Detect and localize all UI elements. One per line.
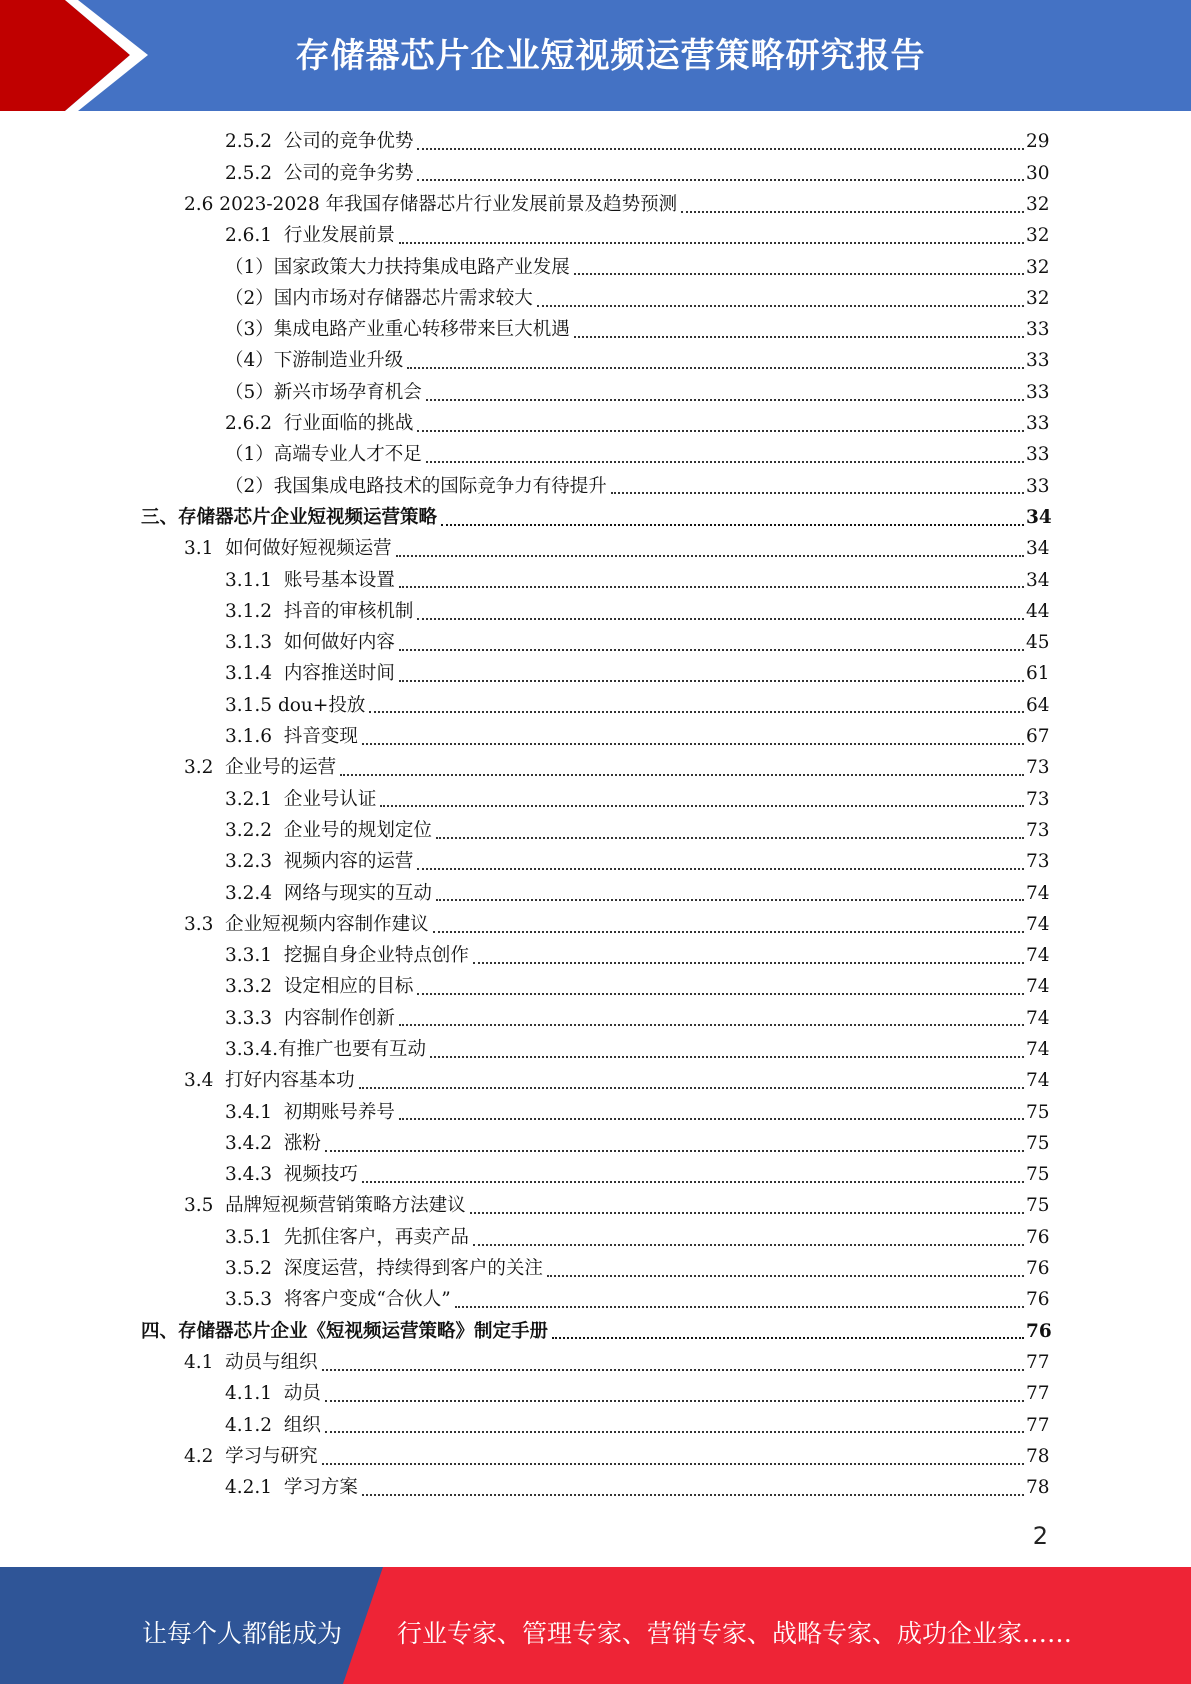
toc-entry[interactable] — [0, 1441, 1191, 1472]
toc-leader-dots — [470, 1211, 1024, 1214]
toc-entry-title: 3.1 如何做好短视频运营 — [184, 538, 392, 560]
toc-entry[interactable] — [0, 190, 1191, 221]
toc-entry-page: 74 — [1026, 1039, 1050, 1060]
toc-entry[interactable] — [0, 847, 1191, 878]
toc-leader-dots — [362, 1180, 1024, 1183]
toc-entry-title: （2）我国集成电路技术的国际竞争力有待提升 — [225, 475, 607, 497]
toc-leader-dots — [547, 1274, 1024, 1277]
toc-entry[interactable] — [0, 1066, 1191, 1097]
toc-entry[interactable] — [0, 127, 1191, 158]
toc-leader-dots — [359, 1086, 1024, 1089]
toc-leader-dots — [396, 554, 1024, 557]
toc-leader-dots — [433, 930, 1024, 933]
toc-entry-page: 33 — [1026, 413, 1050, 435]
toc-entry-title: 四、存储器芯片企业《短视频运营策略》制定手册 — [141, 1320, 549, 1342]
toc-entry-title: 3.4 打好内容基本功 — [184, 1070, 355, 1092]
toc-entry[interactable] — [0, 909, 1191, 940]
toc-leader-dots — [362, 742, 1024, 745]
toc-entry-title: 3.3.1 挖掘自身企业特点创作 — [225, 945, 469, 967]
toc-leader-dots — [380, 804, 1024, 807]
toc-leader-dots — [399, 1117, 1024, 1120]
toc-entry-title: 4.1.1 动员 — [225, 1383, 321, 1405]
toc-leader-dots — [436, 836, 1024, 839]
toc-entry-title: 4.2 学习与研究 — [184, 1445, 318, 1467]
toc-entry-page: 74 — [1026, 882, 1050, 904]
toc-entry-page: 30 — [1026, 162, 1050, 184]
toc-entry-page: 78 — [1026, 1477, 1050, 1499]
toc-entry-page: 64 — [1026, 694, 1050, 716]
toc-entry-title: 2.5.2 公司的竞争优势 — [225, 131, 414, 153]
toc-entry-title: 3.1.4 内容推送时间 — [225, 663, 395, 685]
toc-leader-dots — [399, 585, 1024, 588]
toc-leader-dots — [340, 773, 1024, 776]
toc-entry-title: 3.3 企业短视频内容制作建议 — [184, 913, 429, 935]
toc-entry-title: 3.2.1 企业号认证 — [225, 788, 377, 810]
toc-entry-title: 3.3.3 内容制作创新 — [225, 1007, 395, 1029]
toc-entry-title: （2）国内市场对存储器芯片需求较大 — [225, 287, 533, 309]
toc-leader-dots — [473, 961, 1024, 964]
toc-entry[interactable] — [0, 1348, 1191, 1379]
toc-leader-dots — [552, 1336, 1024, 1339]
toc-leader-dots — [574, 335, 1024, 338]
toc-entry-page: 32 — [1026, 287, 1050, 309]
toc-entry[interactable] — [0, 659, 1191, 690]
toc-entry-page: 77 — [1026, 1383, 1050, 1405]
toc-entry-page: 78 — [1026, 1445, 1050, 1467]
toc-entry-title: 3.2.4 网络与现实的互动 — [225, 882, 432, 904]
toc-entry[interactable] — [0, 440, 1191, 471]
toc-entry-page: 73 — [1026, 788, 1050, 810]
toc-entry[interactable] — [0, 878, 1191, 909]
toc-entry-page: 76 — [1026, 1258, 1050, 1280]
toc-entry[interactable] — [0, 346, 1191, 377]
toc-entry-title: （5）新兴市场孕育机会 — [225, 381, 422, 403]
toc-entry[interactable] — [0, 1191, 1191, 1222]
toc-entry-title: 3.4.1 初期账号养号 — [225, 1101, 395, 1123]
toc-entry[interactable] — [0, 1254, 1191, 1285]
toc-leader-dots — [574, 272, 1024, 275]
toc-entry-title: 4.2.1 学习方案 — [225, 1477, 358, 1499]
toc-entry-title: 3.4.2 涨粉 — [225, 1132, 321, 1154]
page-footer — [0, 1567, 1191, 1684]
toc-entry-page: 73 — [1026, 851, 1050, 873]
toc-entry-title: 3.1.6 抖音变现 — [225, 726, 358, 748]
toc-leader-dots — [399, 1023, 1024, 1026]
toc-leader-dots — [441, 523, 1024, 526]
toc-entry-page: 73 — [1026, 819, 1050, 841]
toc-entry-title: （4）下游制造业升级 — [225, 350, 404, 372]
document-title: 存储器芯片企业短视频运营策略研究报告 — [295, 36, 926, 76]
toc-entry-title: 3.1.3 如何做好内容 — [225, 632, 395, 654]
toc-entry-page: 73 — [1026, 757, 1050, 779]
toc-entry[interactable] — [0, 1097, 1191, 1128]
toc-entry-page: 67 — [1026, 726, 1050, 748]
toc-entry-page: 34 — [1026, 538, 1050, 560]
toc-entry-page: 75 — [1026, 1132, 1050, 1154]
toc-entry[interactable] — [0, 1473, 1191, 1504]
toc-entry-title: 3.5 品牌短视频营销策略方法建议 — [184, 1195, 466, 1217]
toc-leader-dots — [417, 178, 1024, 181]
toc-leader-dots — [322, 1368, 1024, 1371]
toc-entry[interactable] — [0, 283, 1191, 314]
toc-entry-title: 3.2.2 企业号的规划定位 — [225, 819, 432, 841]
toc-entry-page: 32 — [1026, 256, 1050, 278]
toc-entry-page: 34 — [1026, 569, 1050, 591]
toc-entry-title: 3.5.2 深度运营，持续得到客户的关注 — [225, 1258, 543, 1280]
toc-entry[interactable] — [0, 565, 1191, 596]
toc-entry-page: 74 — [1026, 1007, 1050, 1029]
toc-entry[interactable] — [0, 972, 1191, 1003]
toc-leader-dots — [322, 1462, 1024, 1465]
toc-entry-title: 3.1.1 账号基本设置 — [225, 569, 395, 591]
toc-entry[interactable] — [0, 534, 1191, 565]
page-header — [0, 0, 1191, 111]
toc-entry[interactable] — [0, 409, 1191, 440]
toc-entry-title: 3.1.5 dou+投放 — [225, 694, 366, 716]
toc-entry-title: 2.6.2 行业面临的挑战 — [225, 413, 414, 435]
toc-entry-title: 3.1.2 抖音的审核机制 — [225, 600, 414, 622]
toc-entry[interactable] — [0, 1003, 1191, 1034]
toc-entry-page: 77 — [1026, 1414, 1050, 1436]
toc-entry-title: 2.6.1 行业发展前景 — [225, 225, 395, 247]
toc-entry[interactable] — [0, 158, 1191, 189]
toc-entry[interactable] — [0, 1316, 1191, 1347]
toc-entry[interactable] — [0, 503, 1191, 534]
toc-entry-page: 75 — [1026, 1101, 1050, 1123]
toc-entry-title: 3.2 企业号的运营 — [184, 757, 337, 779]
toc-entry[interactable] — [0, 816, 1191, 847]
toc-entry-page: 33 — [1026, 350, 1050, 372]
toc-entry[interactable] — [0, 690, 1191, 721]
toc-entry[interactable] — [0, 1379, 1191, 1410]
toc-entry-title: 三、存储器芯片企业短视频运营策略 — [141, 506, 438, 528]
toc-leader-dots — [325, 1149, 1024, 1152]
toc-entry-page: 45 — [1026, 632, 1050, 654]
table-of-contents — [0, 127, 1191, 1504]
toc-leader-dots — [681, 210, 1024, 213]
toc-leader-dots — [407, 366, 1024, 369]
toc-entry-page: 77 — [1026, 1351, 1050, 1373]
toc-entry-title: 3.2.3 视频内容的运营 — [225, 851, 414, 873]
toc-entry-page: 33 — [1026, 381, 1050, 403]
toc-entry-title: （1）国家政策大力扶持集成电路产业发展 — [225, 256, 570, 278]
toc-entry[interactable] — [0, 1035, 1191, 1066]
toc-entry-page: 34 — [1026, 506, 1052, 528]
toc-entry[interactable] — [0, 221, 1191, 252]
toc-entry-title: 3.5.1 先抓住客户，再卖产品 — [225, 1226, 469, 1248]
toc-leader-dots — [436, 898, 1024, 901]
toc-entry[interactable] — [0, 471, 1191, 502]
toc-leader-dots — [362, 1493, 1024, 1496]
toc-entry[interactable] — [0, 596, 1191, 627]
toc-entry-page: 76 — [1026, 1320, 1052, 1342]
toc-entry-page: 74 — [1026, 945, 1050, 967]
toc-entry-page: 74 — [1026, 976, 1050, 998]
toc-entry[interactable] — [0, 252, 1191, 283]
toc-entry[interactable] — [0, 1222, 1191, 1253]
footer-slogan-right: 行业专家、管理专家、营销专家、战略专家、成功企业家…… — [397, 1619, 1073, 1648]
toc-leader-dots — [537, 304, 1024, 307]
toc-leader-dots — [455, 1305, 1024, 1308]
toc-leader-dots — [417, 147, 1024, 150]
footer-slogan-left: 让每个人都能成为 — [142, 1619, 343, 1648]
toc-leader-dots — [417, 617, 1024, 620]
toc-entry[interactable] — [0, 1410, 1191, 1441]
toc-entry-title: 3.3.4.有推广也要有互动 — [225, 1039, 426, 1060]
page-number: 2 — [1032, 1522, 1048, 1550]
toc-entry[interactable] — [0, 1285, 1191, 1316]
toc-leader-dots — [399, 648, 1024, 651]
toc-entry-page: 74 — [1026, 913, 1050, 935]
toc-entry[interactable] — [0, 1160, 1191, 1191]
toc-leader-dots — [399, 679, 1024, 682]
toc-leader-dots — [325, 1430, 1024, 1433]
toc-entry[interactable] — [0, 784, 1191, 815]
toc-leader-dots — [611, 491, 1024, 494]
toc-leader-dots — [325, 1399, 1024, 1402]
toc-entry[interactable] — [0, 1129, 1191, 1160]
toc-leader-dots — [417, 429, 1024, 432]
toc-entry-title: 3.3.2 设定相应的目标 — [225, 976, 414, 998]
toc-entry-page: 33 — [1026, 319, 1050, 341]
toc-entry-page: 74 — [1026, 1070, 1050, 1092]
toc-leader-dots — [473, 1243, 1024, 1246]
toc-leader-dots — [426, 460, 1024, 463]
toc-leader-dots — [417, 867, 1024, 870]
toc-entry-page: 75 — [1026, 1195, 1050, 1217]
toc-entry-title: 4.1.2 组织 — [225, 1414, 321, 1436]
toc-entry-title: （3）集成电路产业重心转移带来巨大机遇 — [225, 319, 570, 341]
toc-entry-page: 44 — [1026, 600, 1050, 622]
toc-leader-dots — [417, 992, 1024, 995]
toc-leader-dots — [426, 398, 1024, 401]
toc-entry[interactable] — [0, 377, 1191, 408]
toc-entry-page: 61 — [1026, 663, 1050, 685]
toc-leader-dots — [399, 241, 1024, 244]
toc-entry-title: 3.5.3 将客户变成“合伙人” — [225, 1289, 451, 1311]
toc-entry-title: 2.6 2023-2028 年我国存储器芯片行业发展前景及趋势预测 — [184, 193, 678, 215]
toc-leader-dots — [430, 1055, 1024, 1058]
toc-entry-title: （1）高端专业人才不足 — [225, 444, 422, 466]
toc-entry[interactable] — [0, 315, 1191, 346]
toc-entry-page: 32 — [1026, 193, 1050, 215]
toc-entry[interactable] — [0, 722, 1191, 753]
toc-entry-page: 33 — [1026, 475, 1050, 497]
toc-entry-page: 32 — [1026, 225, 1050, 247]
toc-entry-page: 33 — [1026, 444, 1050, 466]
toc-entry[interactable] — [0, 941, 1191, 972]
toc-entry-page: 76 — [1026, 1226, 1050, 1248]
toc-entry-page: 75 — [1026, 1164, 1050, 1186]
toc-entry-page: 76 — [1026, 1289, 1050, 1311]
toc-leader-dots — [369, 710, 1024, 713]
toc-entry-page: 29 — [1026, 131, 1050, 153]
toc-entry-title: 4.1 动员与组织 — [184, 1351, 318, 1373]
toc-entry-title: 3.4.3 视频技巧 — [225, 1164, 358, 1186]
toc-entry-title: 2.5.2 公司的竞争劣势 — [225, 162, 414, 184]
toc-entry[interactable] — [0, 628, 1191, 659]
toc-entry[interactable] — [0, 753, 1191, 784]
